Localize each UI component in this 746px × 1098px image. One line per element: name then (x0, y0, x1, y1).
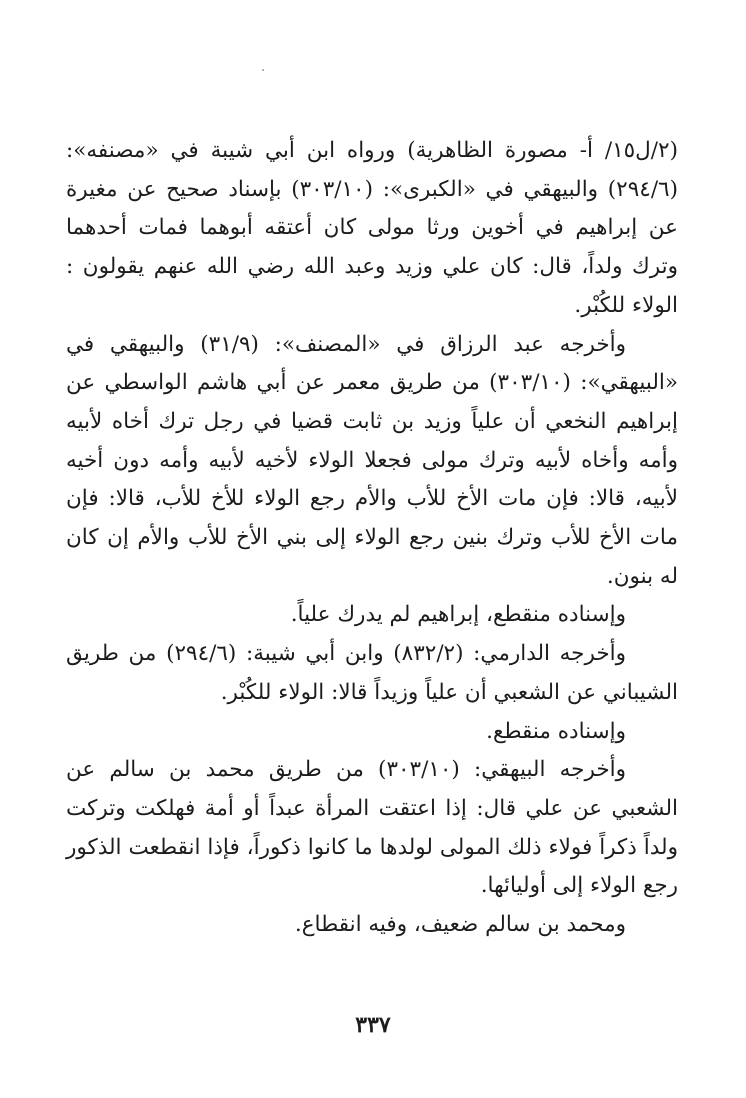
paragraph-sources-mussannaf: (٢/ل١٥/ أ- مصورة الظاهرية) ورواه ابن أبي شيبة في «مصنفه»: (٢٩٤/٦) والبيهقي في «الكبرى»: (٣٠٣/١٠) بإسناد صحيح عن مغيرة عن إبراهيم في أخوين ورثا مولى كان أعتقه أبوهما فمات أحدهما وترك ولداً، قال: كان علي وزيد وعبد الله رضي الله عنهم يقولون : الولاء للكُبْر. (66, 138, 678, 318)
footnote-text-block (66, 132, 678, 945)
paragraph-darimi: وأخرجه الدارمي: (٨٣٢/٢) وابن أبي شيبة: (٢٩٤/٦) من طريق الشيباني عن الشعبي أن علياً وزيداً قالا: الولاء للكُبْر. (66, 641, 678, 705)
paragraph-muhammad-ibn-salim: ومحمد بن سالم ضعيف، وفيه انقطاع. (294, 912, 626, 938)
page-number: ٣٣٧ (355, 1012, 391, 1038)
paragraph-isnad-munqati: وإسناده منقطع. (486, 718, 626, 744)
paragraph-isnad-munqati-ibrahim: وإسناده منقطع، إبراهيم لم يدرك علياً. (290, 602, 626, 628)
paragraph-abdurrazzaq: وأخرجه عبد الرزاق في «المصنف»: (٣١/٩) والبيهقي في «البيهقي»: (٣٠٣/١٠) من طريق معمر عن أبي هاشم الواسطي عن إبراهيم النخعي أن علياً وزيد بن ثابت قضيا في رجل ترك أخاه لأبيه وأمه وأخاه لأبيه وترك مولى فجعلا الولاء لأخيه لأبيه وأمه دون أخيه لأبيه، قالا: فإن مات الأخ للأب والأم رجع الولاء للأخ للأب، قالا: فإن مات الأخ للأب وترك بنين رجع الولاء إلى بني الأخ للأب والأم إن كان له بنون. (66, 331, 678, 589)
scan-speck (262, 69, 264, 71)
paragraph-bayhaqi: وأخرجه البيهقي: (٣٠٣/١٠) من طريق محمد بن سالم عن الشعبي عن علي قال: إذا اعتقت المرأة عبداً أو أمة فهلكت وتركت ولداً ذكراً فولاء ذلك المولى لولدها ما كانوا ذكوراً، فإذا انقطعت الذكور رجع الولاء إلى أوليائها. (66, 757, 678, 899)
